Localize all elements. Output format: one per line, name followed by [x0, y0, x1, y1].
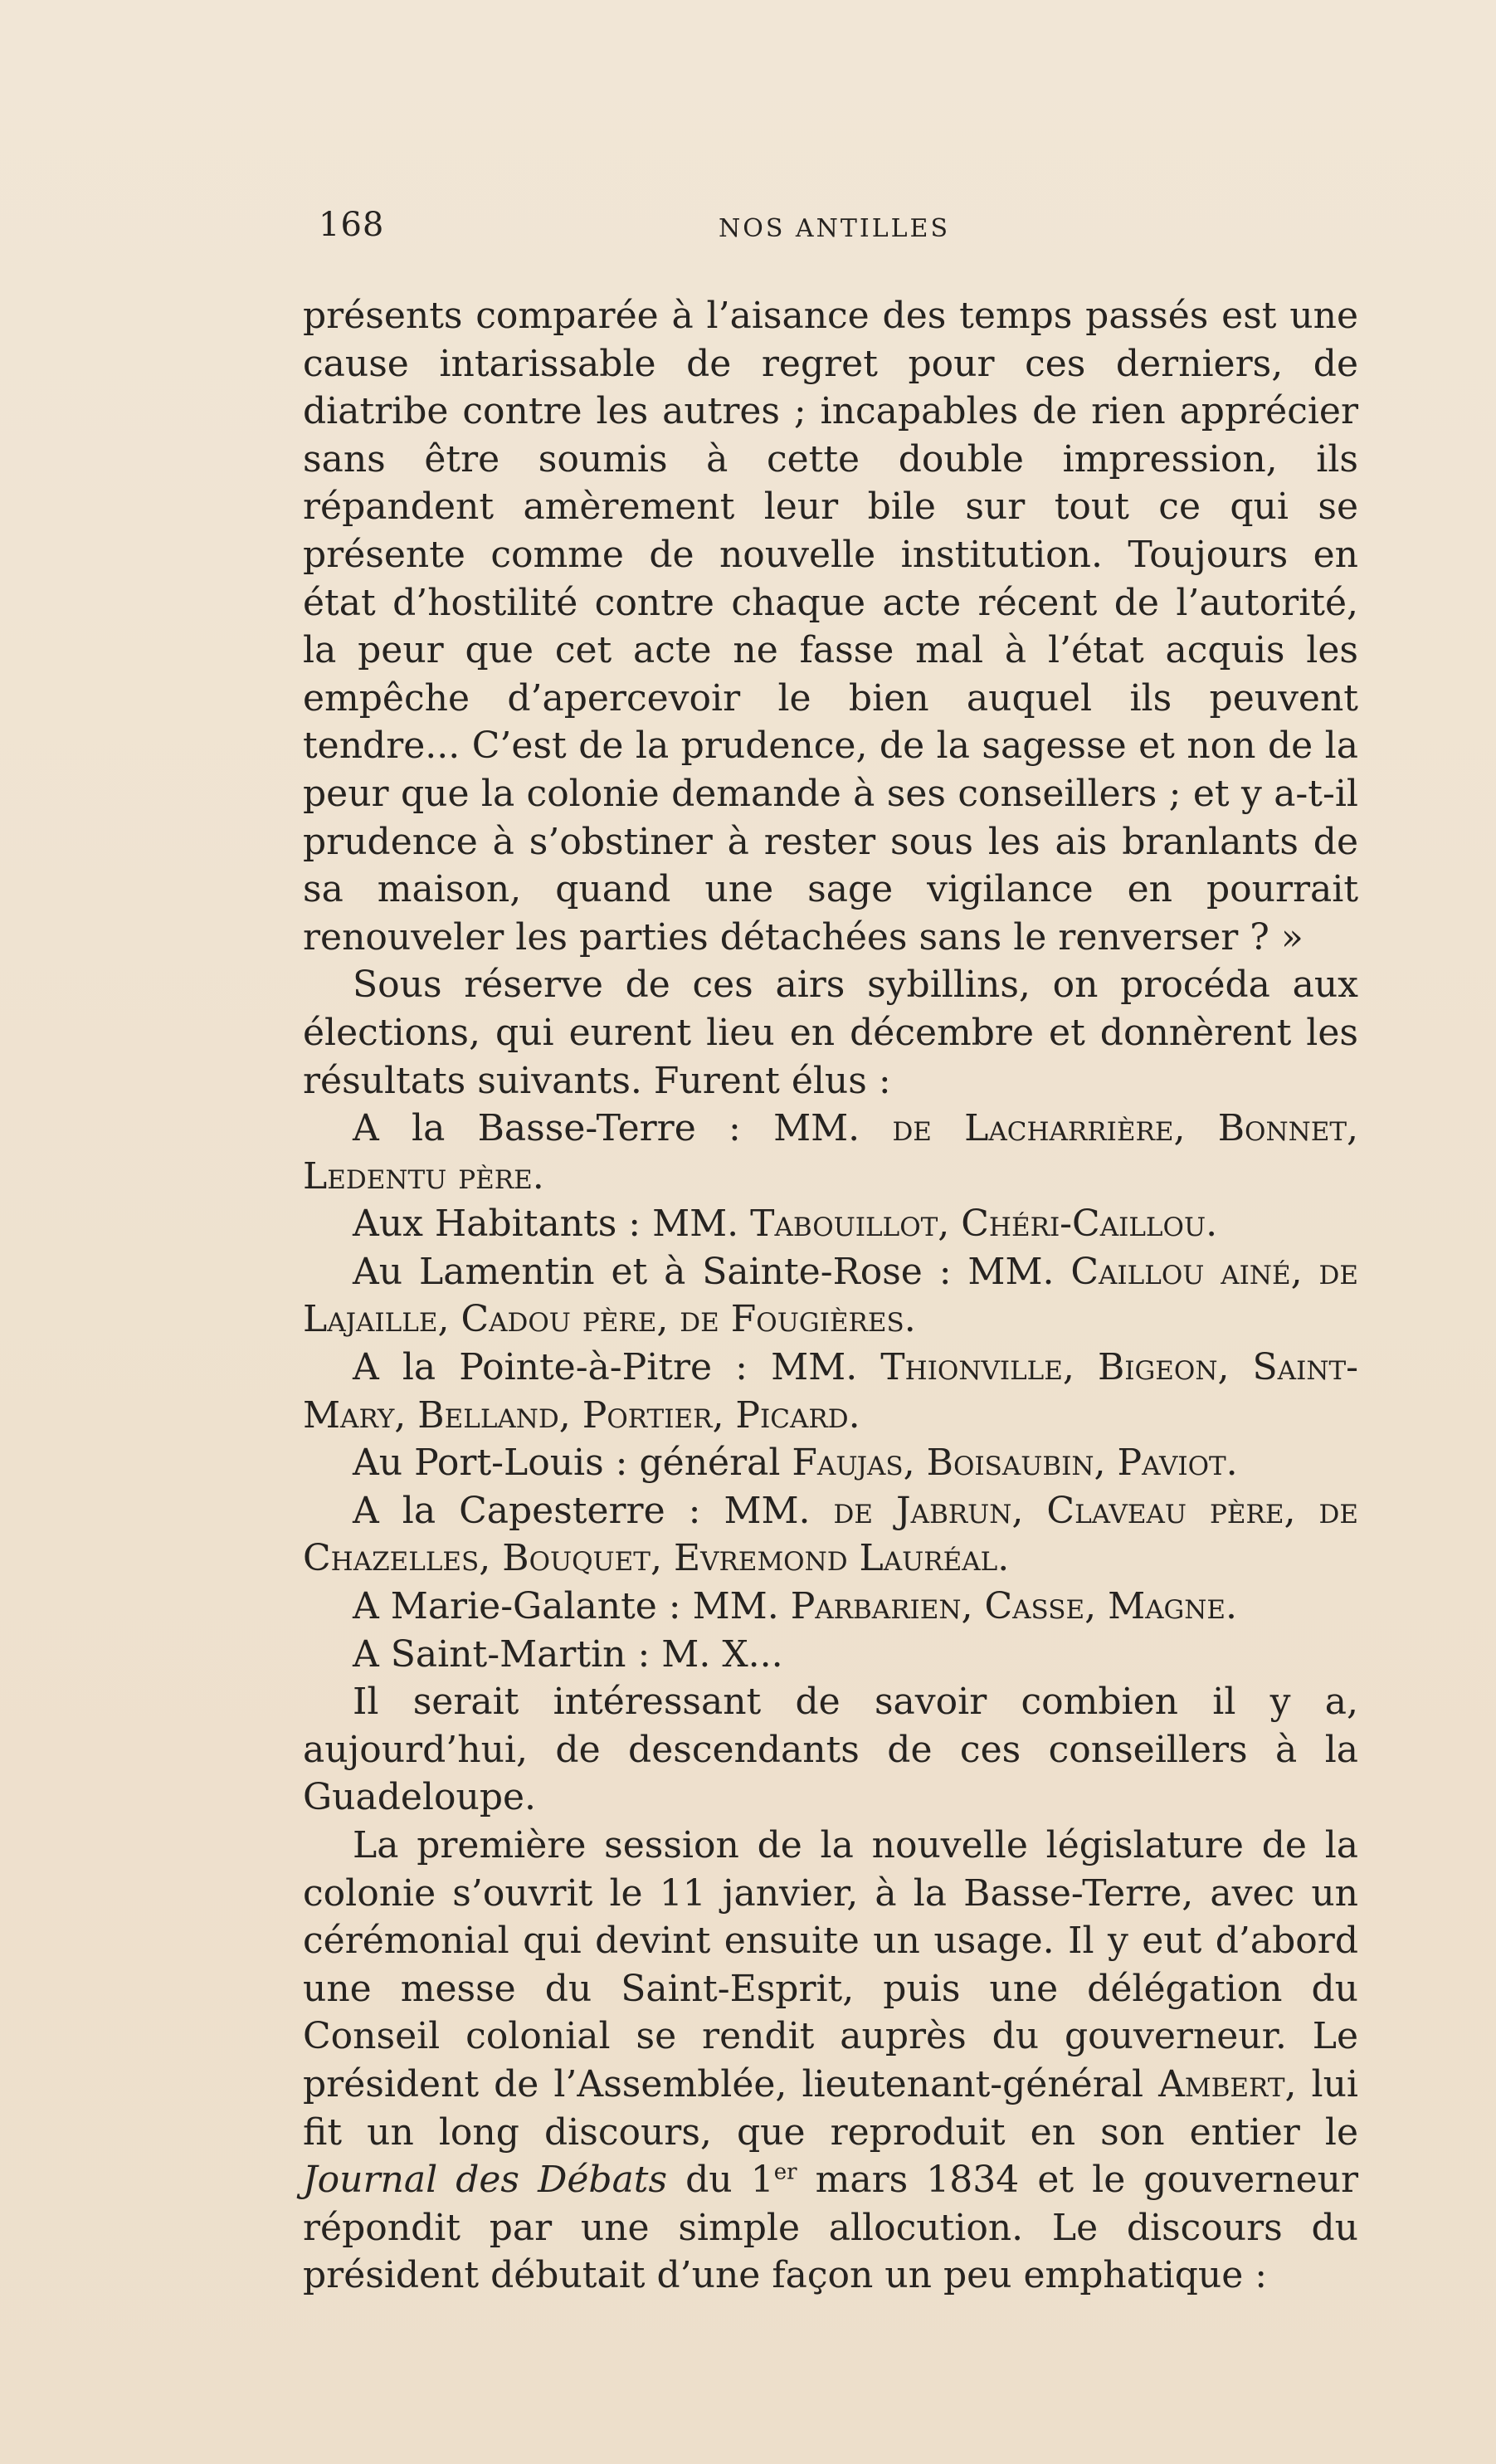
place-label: A la Basse-Terre : MM.	[353, 1107, 893, 1150]
elected-habitants	[303, 1200, 1358, 1248]
running-title: NOS ANTILLES	[719, 214, 951, 243]
elected-names: Faujas, Boisaubin, Paviot.	[792, 1442, 1238, 1485]
elected-port-louis	[303, 1439, 1358, 1487]
place-label: A Marie-Galante : MM.	[353, 1585, 791, 1628]
session-text: mars 1834 et le gouverneur répondit par une simple allocution. Le discours du président débutait d’une façon un peu emphatique :	[303, 2159, 1358, 2297]
place-label: Aux Habitants : MM.	[353, 1203, 751, 1246]
elected-lamentin	[303, 1248, 1358, 1344]
elected-names: Tabouillot, Chéri-Caillou.	[750, 1203, 1218, 1246]
place-label: Au Port-Louis : général	[353, 1442, 792, 1485]
session-text: , lui fit un long discours, que reproduit en son entier le	[303, 2062, 1358, 2154]
elected-capesterre	[303, 1487, 1358, 1583]
place-label: A Saint-Martin : M.	[353, 1632, 723, 1676]
place-label: Au Lamentin et à Sainte-Rose : MM.	[353, 1250, 1071, 1293]
ordinal-suffix: er	[773, 2159, 797, 2185]
elected-names: Parbarien, Casse, Magne.	[790, 1585, 1238, 1628]
session-paragraph	[303, 1822, 1358, 2300]
elected-names: de Lacharrière, Bonnet, Ledentu père.	[303, 1107, 1358, 1198]
elections-intro-paragraph: Sous réserve de ces airs sybillins, on procéda aux élections, qui eurent lieu en décembre et donnèrent les résultats suivants. Furent élus :	[303, 964, 1358, 1102]
elected-pointe-a-pitre	[303, 1344, 1358, 1439]
quote-end-paragraph: présents comparée à l’aisance des temps passés est une cause intarissable de regret pour ces derniers, de diatribe contre les autres ; incapables de rien apprécier sans être soumis à cette double impression, ils répandent amèrement leur bile sur tout ce qui se présente comme de nouvelle institution. Toujours en état d’hostilité contre chaque acte récent de l’autorité, la peur que cet acte ne fasse mal à l’état acquis les empêche d’apercevoir le bien auquel ils peuvent tendre... C’est de la prudence, de la sagesse et non de la peur que la colonie demande à ses conseillers ; et y a-t-il prudence à s’obstiner à rester sous les ais branlants de sa maison, quand une sage vigilance en pourrait renouveler les parties détachées sans le renverser ? »	[303, 295, 1358, 959]
elected-names: Thionville, Bigeon, Saint-Mary, Belland, Portier, Picard.	[303, 1346, 1358, 1437]
descendants-note-paragraph: Il serait intéressant de savoir combien il y a, aujourd’hui, de descendants de ces conseillers à la Guadeloupe.	[303, 1681, 1358, 1819]
elected-names: de Jabrun, Claveau père, de Chazelles, Bouquet, Evremond Lauréal.	[303, 1489, 1358, 1580]
elected-names: Caillou ainé, de Lajaille, Cadou père, de Fougières.	[303, 1250, 1358, 1341]
place-label: A la Pointe-à-Pitre : MM.	[353, 1346, 881, 1389]
elected-names: X...	[722, 1632, 783, 1676]
place-label: A la Capesterre : MM.	[353, 1489, 834, 1532]
running-head	[319, 206, 1364, 256]
page-number: 168	[319, 206, 385, 244]
session-text: La première session de la nouvelle législature de la colonie s’ouvrit le 11 janvier, à la Basse-Terre, avec un cérémonial qui devint ensuite un usage. Il y eut d’abord une messe du Saint-Esprit, puis une délégation du Conseil colonial se rendit auprès du gouverneur. Le président de l’Assemblée, lieutenant-général	[303, 1824, 1358, 2105]
session-text: du 1	[667, 2159, 774, 2202]
journal-title: Journal des Débats	[303, 2159, 668, 2202]
elected-saint-martin	[303, 1631, 1358, 1679]
president-name: Ambert	[1158, 2062, 1285, 2105]
body-text	[303, 292, 1358, 2300]
elected-basse-terre	[303, 1105, 1358, 1200]
elected-marie-galante	[303, 1583, 1358, 1631]
